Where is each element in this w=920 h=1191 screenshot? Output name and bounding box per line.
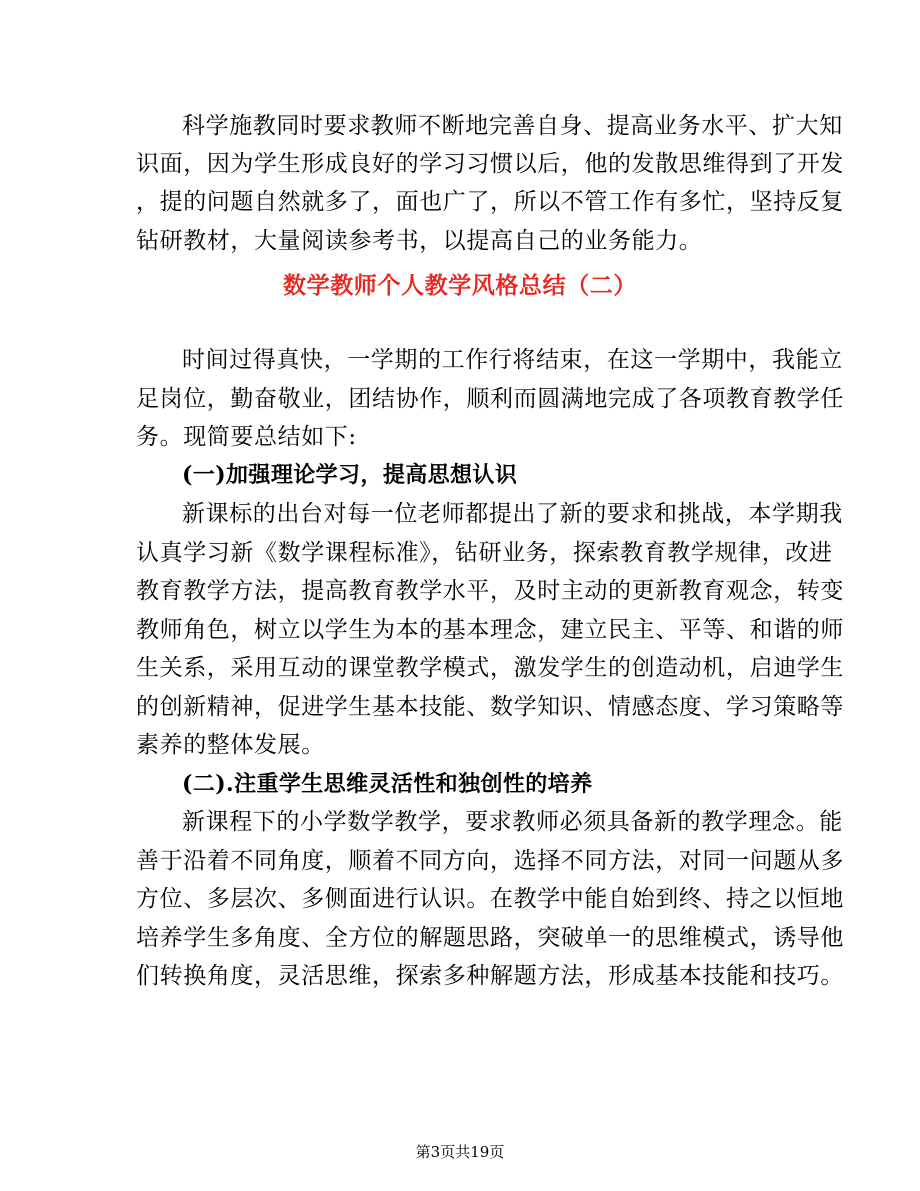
paragraph-line: 善于沿着不同角度，顺着不同方向，选择不同方法，对同一问题从多: [136, 848, 844, 874]
paragraph-line: 生关系，采用互动的课堂教学模式，激发学生的创造动机，启迪学生: [136, 655, 844, 681]
paragraph-line: ，提的问题自然就多了，面也广了，所以不管工作有多忙，坚持反复: [136, 189, 844, 215]
paragraph-line: 新课标的出台对每一位老师都提出了新的要求和挑战，本学期我: [182, 501, 843, 527]
paragraph-line: 教师角色，树立以学生为本的基本理念，建立民主、平等、和谐的师: [136, 617, 844, 643]
sub-heading-part1: (一)加强理论学习，提高思想认识: [182, 462, 518, 488]
paragraph-line: 时间过得真快，一学期的工作行将结束，在这一学期中，我能立: [182, 347, 843, 373]
paragraph-line: 们转换角度，灵活思维，探索多种解题方法，形成基本技能和技巧。: [136, 963, 844, 989]
paragraph-line: 的创新精神，促进学生基本技能、数学知识、情感态度、学习策略等: [136, 694, 844, 720]
sub-heading-part2: (二).注重学生思维灵活性和独创性的培养: [182, 771, 593, 797]
paragraph-line: 教育教学方法，提高教育教学水平，及时主动的更新教育观念，转变: [136, 578, 844, 604]
paragraph-line: 认真学习新《数学课程标准》，钻研业务，探索教育教学规律，改进: [136, 540, 833, 566]
paragraph-line: 务。现简要总结如下:: [136, 424, 357, 450]
paragraph-line: 培养学生多角度、全方位的解题思路，突破单一的思维模式，诱导他: [136, 925, 844, 951]
page-number-footer: 第3页共19页: [415, 1143, 505, 1161]
paragraph-line: 素养的整体发展。: [136, 732, 325, 758]
paragraph-line: 识面，因为学生形成良好的学习习惯以后，他的发散思维得到了开发: [136, 151, 844, 177]
paragraph-line: 科学施教同时要求教师不断地完善自身、提高业务水平、扩大知: [182, 113, 843, 139]
paragraph-line: 方位、多层次、多侧面进行认识。在教学中能自始到终、持之以恒地: [136, 886, 844, 912]
section-title: 数学教师个人教学风格总结（二）: [283, 272, 637, 299]
paragraph-line: 新课程下的小学数学教学，要求教师必须具备新的教学理念。能: [182, 809, 843, 835]
paragraph-line: 钻研教材，大量阅读参考书，以提高自己的业务能力。: [136, 228, 703, 254]
paragraph-line: 足岗位，勤奋敬业，团结协作，顺利而圆满地完成了各项教育教学任: [136, 386, 844, 412]
